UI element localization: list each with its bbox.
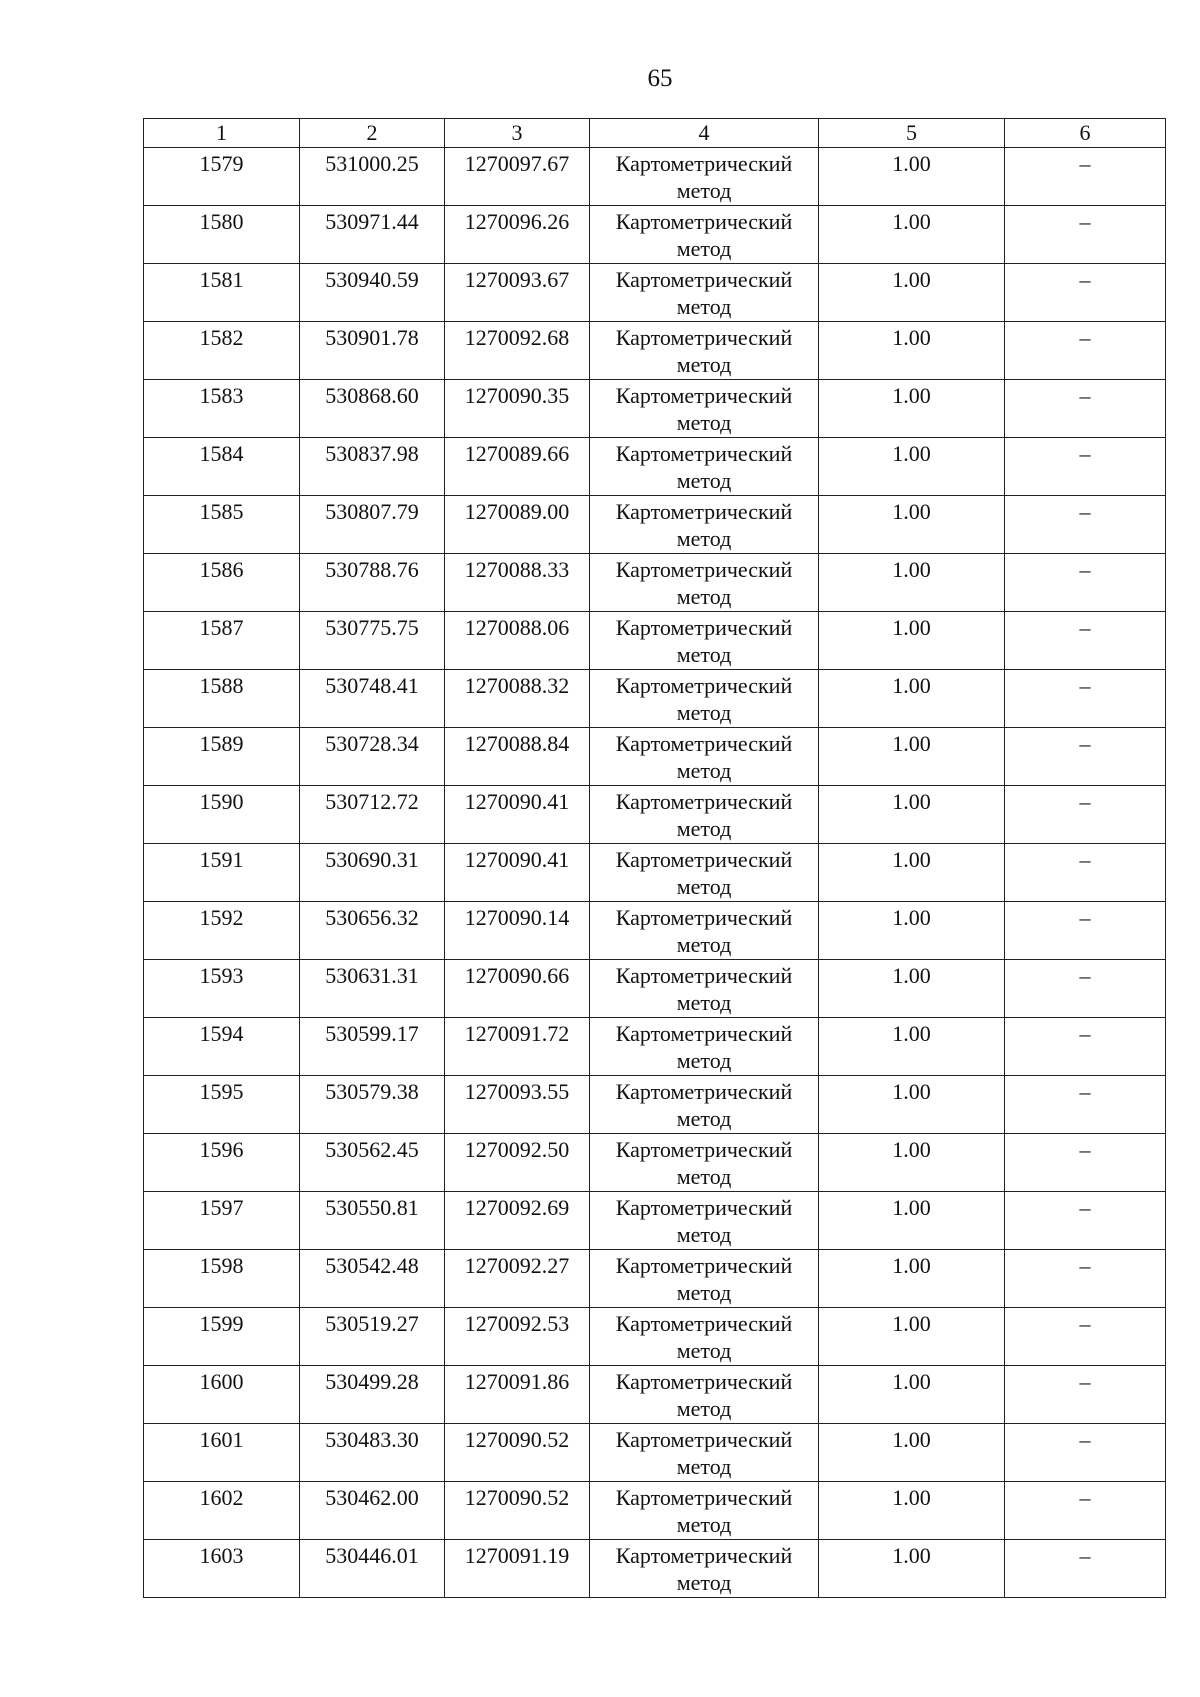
x-coordinate-cell: 530807.79: [300, 496, 445, 554]
accuracy-cell: 1.00: [819, 380, 1005, 438]
y-coordinate-cell: 1270090.41: [445, 844, 590, 902]
table-row: [144, 264, 1166, 322]
accuracy-cell: 1.00: [819, 496, 1005, 554]
point-number-cell: 1579: [144, 148, 300, 206]
method-cell: Картометрический метод: [590, 496, 819, 554]
table-row: [144, 148, 1166, 206]
method-cell: Картометрический метод: [590, 264, 819, 322]
method-cell: Картометрический метод: [590, 728, 819, 786]
method-cell: Картометрический метод: [590, 438, 819, 496]
accuracy-cell: 1.00: [819, 612, 1005, 670]
accuracy-cell: 1.00: [819, 1308, 1005, 1366]
point-number-cell: 1588: [144, 670, 300, 728]
y-coordinate-cell: 1270092.50: [445, 1134, 590, 1192]
y-coordinate-cell: 1270090.52: [445, 1424, 590, 1482]
table-row: [144, 438, 1166, 496]
table-row: [144, 1076, 1166, 1134]
method-cell: Картометрический метод: [590, 1424, 819, 1482]
note-cell: –: [1005, 1250, 1166, 1308]
accuracy-cell: 1.00: [819, 1366, 1005, 1424]
point-number-cell: 1592: [144, 902, 300, 960]
note-cell: –: [1005, 1076, 1166, 1134]
y-coordinate-cell: 1270090.14: [445, 902, 590, 960]
method-cell: Картометрический метод: [590, 844, 819, 902]
note-cell: –: [1005, 902, 1166, 960]
column-header: 3: [445, 119, 590, 148]
page-number: 65: [647, 65, 673, 92]
x-coordinate-cell: 530599.17: [300, 1018, 445, 1076]
x-coordinate-cell: 530550.81: [300, 1192, 445, 1250]
table-row: [144, 206, 1166, 264]
table-row: [144, 1018, 1166, 1076]
accuracy-cell: 1.00: [819, 148, 1005, 206]
note-cell: –: [1005, 1308, 1166, 1366]
point-number-cell: 1591: [144, 844, 300, 902]
y-coordinate-cell: 1270089.00: [445, 496, 590, 554]
table-row: [144, 902, 1166, 960]
y-coordinate-cell: 1270093.55: [445, 1076, 590, 1134]
table-row: [144, 1540, 1166, 1598]
x-coordinate-cell: 530712.72: [300, 786, 445, 844]
note-cell: –: [1005, 960, 1166, 1018]
accuracy-cell: 1.00: [819, 844, 1005, 902]
x-coordinate-cell: 530519.27: [300, 1308, 445, 1366]
accuracy-cell: 1.00: [819, 670, 1005, 728]
accuracy-cell: 1.00: [819, 1424, 1005, 1482]
point-number-cell: 1598: [144, 1250, 300, 1308]
note-cell: –: [1005, 322, 1166, 380]
method-cell: Картометрический метод: [590, 148, 819, 206]
x-coordinate-cell: 530499.28: [300, 1366, 445, 1424]
accuracy-cell: 1.00: [819, 1018, 1005, 1076]
y-coordinate-cell: 1270092.68: [445, 322, 590, 380]
accuracy-cell: 1.00: [819, 1250, 1005, 1308]
table-row: [144, 380, 1166, 438]
table-row: [144, 786, 1166, 844]
note-cell: –: [1005, 786, 1166, 844]
x-coordinate-cell: 531000.25: [300, 148, 445, 206]
method-cell: Картометрический метод: [590, 1366, 819, 1424]
point-number-cell: 1597: [144, 1192, 300, 1250]
x-coordinate-cell: 530788.76: [300, 554, 445, 612]
x-coordinate-cell: 530728.34: [300, 728, 445, 786]
table-row: [144, 1250, 1166, 1308]
column-header: 5: [819, 119, 1005, 148]
x-coordinate-cell: 530940.59: [300, 264, 445, 322]
y-coordinate-cell: 1270088.32: [445, 670, 590, 728]
method-cell: Картометрический метод: [590, 1134, 819, 1192]
accuracy-cell: 1.00: [819, 438, 1005, 496]
y-coordinate-cell: 1270091.19: [445, 1540, 590, 1598]
table-row: [144, 728, 1166, 786]
method-cell: Картометрический метод: [590, 1192, 819, 1250]
method-cell: Картометрический метод: [590, 786, 819, 844]
x-coordinate-cell: 530656.32: [300, 902, 445, 960]
y-coordinate-cell: 1270090.52: [445, 1482, 590, 1540]
point-number-cell: 1587: [144, 612, 300, 670]
x-coordinate-cell: 530483.30: [300, 1424, 445, 1482]
y-coordinate-cell: 1270097.67: [445, 148, 590, 206]
point-number-cell: 1581: [144, 264, 300, 322]
note-cell: –: [1005, 612, 1166, 670]
y-coordinate-cell: 1270088.84: [445, 728, 590, 786]
point-number-cell: 1599: [144, 1308, 300, 1366]
note-cell: –: [1005, 1482, 1166, 1540]
accuracy-cell: 1.00: [819, 264, 1005, 322]
note-cell: –: [1005, 1134, 1166, 1192]
x-coordinate-cell: 530579.38: [300, 1076, 445, 1134]
table-row: [144, 670, 1166, 728]
note-cell: –: [1005, 1366, 1166, 1424]
method-cell: Картометрический метод: [590, 612, 819, 670]
note-cell: –: [1005, 438, 1166, 496]
accuracy-cell: 1.00: [819, 786, 1005, 844]
method-cell: Картометрический метод: [590, 1482, 819, 1540]
table-body: [144, 148, 1166, 1598]
table-row: [144, 1134, 1166, 1192]
coordinates-table: [143, 118, 1166, 1598]
table-row: [144, 1424, 1166, 1482]
note-cell: –: [1005, 496, 1166, 554]
table-row: [144, 1482, 1166, 1540]
x-coordinate-cell: 530775.75: [300, 612, 445, 670]
y-coordinate-cell: 1270092.53: [445, 1308, 590, 1366]
method-cell: Картометрический метод: [590, 206, 819, 264]
method-cell: Картометрический метод: [590, 960, 819, 1018]
note-cell: –: [1005, 1540, 1166, 1598]
table-row: [144, 960, 1166, 1018]
accuracy-cell: 1.00: [819, 1482, 1005, 1540]
method-cell: Картометрический метод: [590, 670, 819, 728]
method-cell: Картометрический метод: [590, 1308, 819, 1366]
x-coordinate-cell: 530462.00: [300, 1482, 445, 1540]
accuracy-cell: 1.00: [819, 322, 1005, 380]
y-coordinate-cell: 1270090.66: [445, 960, 590, 1018]
point-number-cell: 1586: [144, 554, 300, 612]
method-cell: Картометрический метод: [590, 1018, 819, 1076]
x-coordinate-cell: 530542.48: [300, 1250, 445, 1308]
table-header-row: [144, 119, 1166, 148]
x-coordinate-cell: 530868.60: [300, 380, 445, 438]
point-number-cell: 1601: [144, 1424, 300, 1482]
y-coordinate-cell: 1270091.72: [445, 1018, 590, 1076]
method-cell: Картометрический метод: [590, 554, 819, 612]
note-cell: –: [1005, 728, 1166, 786]
x-coordinate-cell: 530837.98: [300, 438, 445, 496]
note-cell: –: [1005, 670, 1166, 728]
method-cell: Картометрический метод: [590, 1076, 819, 1134]
table-row: [144, 1366, 1166, 1424]
y-coordinate-cell: 1270090.35: [445, 380, 590, 438]
accuracy-cell: 1.00: [819, 554, 1005, 612]
accuracy-cell: 1.00: [819, 1540, 1005, 1598]
method-cell: Картометрический метод: [590, 1250, 819, 1308]
method-cell: Картометрический метод: [590, 322, 819, 380]
method-cell: Картометрический метод: [590, 380, 819, 438]
accuracy-cell: 1.00: [819, 1134, 1005, 1192]
x-coordinate-cell: 530631.31: [300, 960, 445, 1018]
point-number-cell: 1583: [144, 380, 300, 438]
point-number-cell: 1595: [144, 1076, 300, 1134]
point-number-cell: 1580: [144, 206, 300, 264]
y-coordinate-cell: 1270092.27: [445, 1250, 590, 1308]
accuracy-cell: 1.00: [819, 1192, 1005, 1250]
column-header: 1: [144, 119, 300, 148]
x-coordinate-cell: 530562.45: [300, 1134, 445, 1192]
y-coordinate-cell: 1270090.41: [445, 786, 590, 844]
accuracy-cell: 1.00: [819, 728, 1005, 786]
note-cell: –: [1005, 380, 1166, 438]
column-header: 2: [300, 119, 445, 148]
point-number-cell: 1596: [144, 1134, 300, 1192]
note-cell: –: [1005, 1424, 1166, 1482]
column-header: 4: [590, 119, 819, 148]
x-coordinate-cell: 530748.41: [300, 670, 445, 728]
note-cell: –: [1005, 554, 1166, 612]
point-number-cell: 1584: [144, 438, 300, 496]
x-coordinate-cell: 530901.78: [300, 322, 445, 380]
y-coordinate-cell: 1270089.66: [445, 438, 590, 496]
accuracy-cell: 1.00: [819, 1076, 1005, 1134]
column-header: 6: [1005, 119, 1166, 148]
note-cell: –: [1005, 1192, 1166, 1250]
point-number-cell: 1582: [144, 322, 300, 380]
note-cell: –: [1005, 206, 1166, 264]
x-coordinate-cell: 530690.31: [300, 844, 445, 902]
note-cell: –: [1005, 1018, 1166, 1076]
point-number-cell: 1590: [144, 786, 300, 844]
point-number-cell: 1593: [144, 960, 300, 1018]
table-row: [144, 612, 1166, 670]
point-number-cell: 1594: [144, 1018, 300, 1076]
y-coordinate-cell: 1270093.67: [445, 264, 590, 322]
accuracy-cell: 1.00: [819, 960, 1005, 1018]
accuracy-cell: 1.00: [819, 902, 1005, 960]
table-row: [144, 322, 1166, 380]
point-number-cell: 1603: [144, 1540, 300, 1598]
accuracy-cell: 1.00: [819, 206, 1005, 264]
note-cell: –: [1005, 844, 1166, 902]
x-coordinate-cell: 530446.01: [300, 1540, 445, 1598]
table-row: [144, 1192, 1166, 1250]
point-number-cell: 1600: [144, 1366, 300, 1424]
x-coordinate-cell: 530971.44: [300, 206, 445, 264]
y-coordinate-cell: 1270096.26: [445, 206, 590, 264]
note-cell: –: [1005, 148, 1166, 206]
table-row: [144, 554, 1166, 612]
point-number-cell: 1585: [144, 496, 300, 554]
y-coordinate-cell: 1270092.69: [445, 1192, 590, 1250]
method-cell: Картометрический метод: [590, 902, 819, 960]
point-number-cell: 1602: [144, 1482, 300, 1540]
y-coordinate-cell: 1270088.33: [445, 554, 590, 612]
point-number-cell: 1589: [144, 728, 300, 786]
note-cell: –: [1005, 264, 1166, 322]
y-coordinate-cell: 1270091.86: [445, 1366, 590, 1424]
method-cell: Картометрический метод: [590, 1540, 819, 1598]
table-row: [144, 844, 1166, 902]
y-coordinate-cell: 1270088.06: [445, 612, 590, 670]
table-row: [144, 1308, 1166, 1366]
table-row: [144, 496, 1166, 554]
